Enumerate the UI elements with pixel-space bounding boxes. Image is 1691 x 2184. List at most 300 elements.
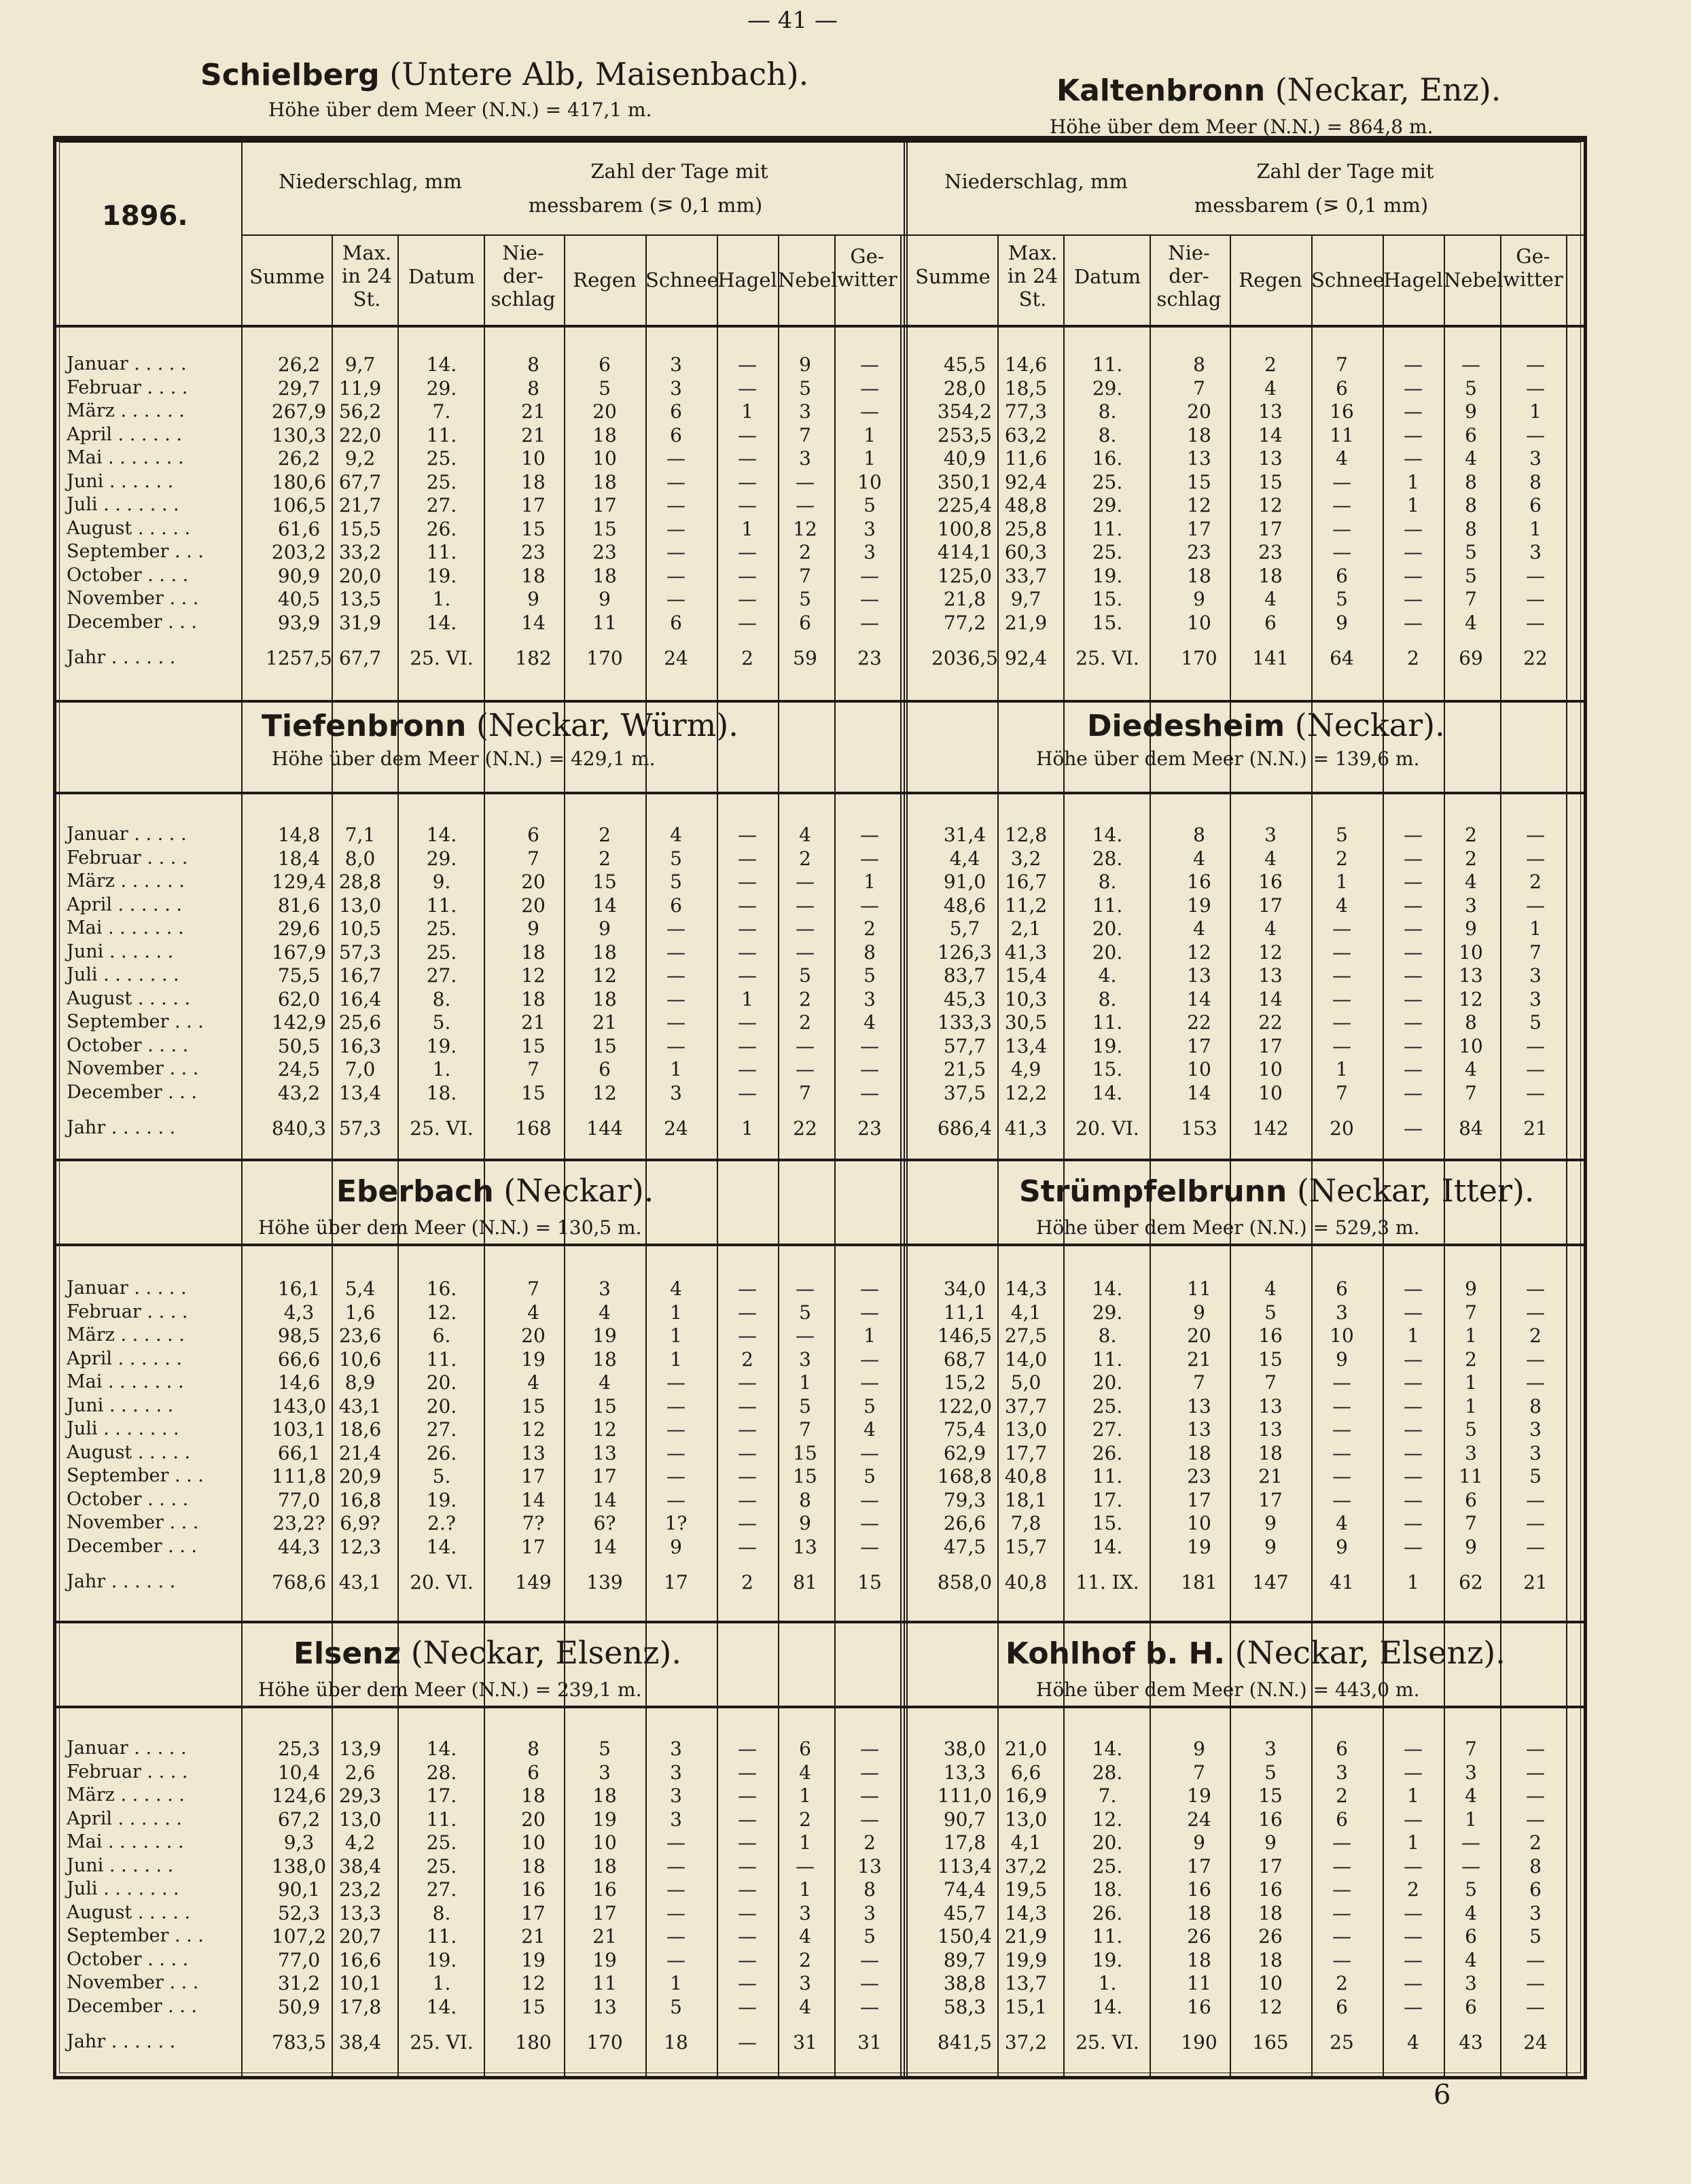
table-cell: — xyxy=(738,1901,757,1924)
table-cell: — xyxy=(1404,1278,1423,1300)
table-cell: 5. xyxy=(432,1465,451,1487)
table-cell: 5,4 xyxy=(344,1278,376,1300)
table-cell: 267,9 xyxy=(271,400,327,423)
table-cell: 10 xyxy=(1187,1058,1211,1080)
table-cell: 3 xyxy=(799,400,811,423)
table-cell: 84 xyxy=(1459,1117,1483,1140)
table-cell: 7 xyxy=(527,1278,539,1300)
table-cell: 50,5 xyxy=(277,1034,321,1057)
table-cell: 4,1 xyxy=(1010,1831,1042,1854)
table-cell: — xyxy=(860,1784,879,1807)
table-cell: — xyxy=(860,1278,879,1300)
table-cell: 14,6 xyxy=(277,1371,321,1394)
table-cell: 19. xyxy=(1092,1034,1123,1057)
table-cell: 1 xyxy=(799,1784,811,1807)
table-cell: 3 xyxy=(1529,964,1542,987)
table-cell: 11 xyxy=(1187,1972,1211,1994)
table-cell: 9 xyxy=(599,588,611,610)
row-label: Juni . . . . . . xyxy=(67,940,174,962)
table-cell: — xyxy=(738,1808,757,1831)
table-cell: — xyxy=(1404,1371,1423,1394)
table-cell: 6 xyxy=(527,1761,539,1784)
table-cell: 14. xyxy=(1092,1995,1123,2018)
table-cell: — xyxy=(738,470,757,493)
row-label: Januar . . . . . xyxy=(67,824,187,845)
table-cell: — xyxy=(860,1301,879,1324)
table-cell: 9 xyxy=(1465,1535,1477,1558)
table-cell: 5 xyxy=(864,494,876,516)
table-cell: — xyxy=(1526,1738,1545,1760)
table-cell: — xyxy=(738,1995,757,2018)
table-cell: 5 xyxy=(864,1394,876,1417)
table-cell: 1 xyxy=(670,1058,682,1080)
table-cell: — xyxy=(1404,588,1423,610)
table-cell: 6 xyxy=(1336,1738,1348,1760)
header-nieder-schlag-R: Nie- der- schlag xyxy=(1156,241,1222,311)
table-cell: 2 xyxy=(1264,353,1277,376)
table-cell: 18 xyxy=(592,564,617,587)
table-cell: — xyxy=(738,1488,757,1511)
table-cell: — xyxy=(666,1034,686,1057)
table-cell: 1 xyxy=(1465,1371,1477,1394)
row-label: December . . . xyxy=(67,611,197,633)
table-cell: 10,3 xyxy=(1004,987,1048,1010)
table-cell: 13,3 xyxy=(338,1901,382,1924)
table-cell: — xyxy=(796,494,815,516)
table-cell: 6 xyxy=(599,353,611,376)
table-cell: 16,1 xyxy=(277,1278,321,1300)
table-cell: 3 xyxy=(599,1278,611,1300)
table-cell: 144 xyxy=(586,1117,623,1140)
table-cell: 38,8 xyxy=(943,1972,986,1994)
table-cell: 13,4 xyxy=(1004,1034,1048,1057)
table-cell: 37,2 xyxy=(1004,2031,1048,2054)
table-cell: 5 xyxy=(670,847,682,870)
table-cell: — xyxy=(1526,564,1545,587)
table-cell: 3 xyxy=(670,376,682,400)
header-zahl-der-tage-R: Zahl der Tage mit xyxy=(1256,160,1434,183)
table-cell: 12 xyxy=(1187,494,1211,516)
header-schnee-L: Schnee xyxy=(645,268,719,292)
table-cell: 2 xyxy=(1336,847,1348,870)
table-cell: 12 xyxy=(1258,494,1283,516)
table-cell: 9,3 xyxy=(283,1831,315,1854)
table-cell: 2 xyxy=(799,1011,811,1034)
table-cell: 18. xyxy=(1092,1878,1123,1901)
table-cell: 1 xyxy=(1529,400,1542,423)
table-cell: 15. xyxy=(1092,611,1123,634)
table-cell: 23,2 xyxy=(338,1878,382,1901)
table-cell: 25. xyxy=(426,470,457,493)
table-cell: 10 xyxy=(1187,611,1211,634)
table-cell: — xyxy=(1526,1278,1545,1300)
table-cell: 14 xyxy=(521,1488,546,1511)
table-cell: 2.? xyxy=(427,1512,456,1534)
table-cell: 20 xyxy=(521,1808,546,1831)
table-cell: 81 xyxy=(793,1571,817,1593)
table-cell: — xyxy=(860,353,879,376)
table-cell: 26. xyxy=(426,1441,457,1464)
table-cell: 4 xyxy=(1465,870,1477,893)
table-cell: 6. xyxy=(432,1324,451,1347)
table-cell: 22 xyxy=(1187,1011,1211,1034)
table-cell: — xyxy=(738,1972,757,1994)
table-cell: — xyxy=(860,894,879,917)
table-cell: 17 xyxy=(1258,1488,1283,1511)
table-cell: 203,2 xyxy=(271,541,327,563)
table-cell: 2,6 xyxy=(344,1761,376,1784)
row-label: December . . . xyxy=(67,1081,197,1103)
table-cell: 3 xyxy=(1336,1301,1348,1324)
table-cell: 12 xyxy=(793,517,817,540)
table-cell: 5 xyxy=(1529,1011,1542,1034)
header-datum-R: Datum xyxy=(1073,265,1141,288)
table-cell: 11 xyxy=(592,1972,617,1994)
table-cell: 10 xyxy=(1258,1972,1283,1994)
table-cell: 19. xyxy=(426,1034,457,1057)
table-cell: 18,6 xyxy=(338,1418,382,1441)
table-cell: 25. VI. xyxy=(410,647,474,669)
table-cell: 126,3 xyxy=(937,940,993,964)
table-cell: 9 xyxy=(599,917,611,940)
table-cell: 1 xyxy=(1407,1324,1419,1347)
table-cell: — xyxy=(1404,1854,1423,1878)
table-cell: 6 xyxy=(670,423,682,446)
table-cell: 15 xyxy=(1258,1784,1283,1807)
table-cell: 1 xyxy=(670,1324,682,1347)
table-cell: 8 xyxy=(1465,517,1477,540)
table-cell: 3 xyxy=(1529,1901,1542,1924)
table-cell: 14 xyxy=(1258,423,1283,446)
table-cell: 840,3 xyxy=(271,1117,327,1140)
row-label: August . . . . . xyxy=(67,517,191,539)
table-cell: — xyxy=(1332,517,1351,540)
table-cell: 768,6 xyxy=(271,1571,327,1593)
table-cell: 7 xyxy=(1336,1081,1348,1104)
table-cell: 3 xyxy=(1264,824,1277,846)
table-cell: 7 xyxy=(1193,1761,1205,1784)
table-cell: 14 xyxy=(1187,987,1211,1010)
table-cell: 18 xyxy=(592,423,617,446)
table-cell: 10 xyxy=(592,1831,617,1854)
table-cell: 18 xyxy=(592,940,617,964)
table-cell: 16 xyxy=(1258,1808,1283,1831)
header-messbarem-L: messbarem (⋝ 0,1 mm) xyxy=(528,194,763,217)
table-cell: — xyxy=(666,917,686,940)
table-cell: 28. xyxy=(1092,1761,1123,1784)
station-region: (Neckar, Würm). xyxy=(466,707,738,743)
row-label: August . . . . . xyxy=(67,987,191,1009)
table-cell: 9 xyxy=(1465,917,1477,940)
table-cell: 21,0 xyxy=(1004,1738,1048,1760)
table-cell: 64 xyxy=(1330,647,1354,669)
row-label: November . . . xyxy=(67,588,199,609)
table-cell: — xyxy=(738,1465,757,1487)
table-cell: — xyxy=(666,1488,686,1511)
table-cell: 18 xyxy=(1187,1441,1211,1464)
table-cell: 57,3 xyxy=(338,1117,382,1140)
table-cell: 5 xyxy=(1465,541,1477,563)
table-cell: 10,4 xyxy=(277,1761,321,1784)
row-label: Februar . . . . xyxy=(67,1301,188,1322)
table-cell: 9 xyxy=(1336,1348,1348,1371)
table-cell: 12,8 xyxy=(1004,824,1048,846)
table-cell: 1 xyxy=(1407,494,1419,516)
table-cell: 1 xyxy=(799,1371,811,1394)
table-cell: — xyxy=(1404,400,1423,423)
table-cell: 25. xyxy=(426,1831,457,1854)
table-cell: 3 xyxy=(1465,1972,1477,1994)
table-cell: — xyxy=(738,541,757,563)
table-cell: — xyxy=(860,1058,879,1080)
station-region: (Neckar, Elsenz). xyxy=(401,1634,681,1671)
table-cell: 27. xyxy=(426,1878,457,1901)
table-cell: 21,8 xyxy=(943,588,986,610)
table-cell: 58,3 xyxy=(943,1995,986,2018)
table-cell: 21,7 xyxy=(338,494,382,516)
station-height: Höhe über dem Meer (N.N.) = 417,1 m. xyxy=(268,99,652,121)
header-summe-R: Summe xyxy=(915,265,991,288)
table-cell: — xyxy=(1526,1348,1545,1371)
table-cell: 12 xyxy=(521,1972,546,1994)
table-cell: 3 xyxy=(1336,1761,1348,1784)
table-cell: 11. xyxy=(426,423,457,446)
table-cell: — xyxy=(1526,847,1545,870)
table-cell: 16 xyxy=(1330,400,1354,423)
table-cell: — xyxy=(1332,1034,1351,1057)
table-cell: 8 xyxy=(1465,470,1477,493)
table-cell: 5,0 xyxy=(1010,1371,1042,1394)
table-cell: 1. xyxy=(432,1972,451,1994)
table-cell: — xyxy=(1404,1081,1423,1104)
row-label: Mai . . . . . . . xyxy=(67,917,184,938)
table-cell: — xyxy=(738,1441,757,1464)
table-cell: 8 xyxy=(527,376,539,400)
table-cell: 13 xyxy=(1459,964,1483,987)
table-cell: 18 xyxy=(521,1854,546,1878)
table-cell: — xyxy=(860,1488,879,1511)
table-cell: 168 xyxy=(515,1117,552,1140)
table-cell: 69 xyxy=(1459,647,1483,669)
station-height: Höhe über dem Meer (N.N.) = 443,0 m. xyxy=(1036,1678,1420,1701)
table-cell: 5 xyxy=(799,588,811,610)
table-cell: 19. xyxy=(1092,1948,1123,1971)
table-cell: 1. xyxy=(432,588,451,610)
table-cell: 150,4 xyxy=(937,1925,993,1948)
table-cell: 107,2 xyxy=(271,1925,327,1948)
table-cell: — xyxy=(860,847,879,870)
table-cell: — xyxy=(1404,964,1423,987)
table-cell: 3 xyxy=(670,1784,682,1807)
station-height: Höhe über dem Meer (N.N.) = 529,3 m. xyxy=(1036,1216,1420,1239)
header-datum-L: Datum xyxy=(408,265,476,288)
table-cell: — xyxy=(796,940,815,964)
table-cell: 3 xyxy=(1529,447,1542,470)
table-cell: 14. xyxy=(426,1535,457,1558)
table-cell: — xyxy=(1404,376,1423,400)
table-cell: 3 xyxy=(799,1901,811,1924)
table-cell: 6 xyxy=(670,400,682,423)
table-cell: 19 xyxy=(592,1808,617,1831)
table-cell: 1. xyxy=(1098,1972,1117,1994)
row-label: Mai . . . . . . . xyxy=(67,1371,184,1392)
table-cell: 28. xyxy=(1092,847,1123,870)
table-cell: 7 xyxy=(1193,1371,1205,1394)
table-cell: 14. xyxy=(426,824,457,846)
table-cell: 17 xyxy=(1187,517,1211,540)
table-cell: 6 xyxy=(1336,1278,1348,1300)
table-cell: 21 xyxy=(1258,1465,1283,1487)
table-cell: 4 xyxy=(1465,447,1477,470)
station-region: (Neckar). xyxy=(493,1172,654,1209)
table-cell: — xyxy=(1404,1808,1423,1831)
table-cell: 4 xyxy=(670,1278,682,1300)
table-cell: 225,4 xyxy=(937,494,993,516)
table-cell: — xyxy=(860,1081,879,1104)
table-cell: 111,8 xyxy=(271,1465,327,1487)
table-cell: 14. xyxy=(1092,1535,1123,1558)
table-cell: 4 xyxy=(799,1925,811,1948)
table-cell: 56,2 xyxy=(338,400,382,423)
table-cell: 25. xyxy=(1092,1854,1123,1878)
table-cell: — xyxy=(1526,611,1545,634)
table-cell: — xyxy=(1404,987,1423,1010)
table-cell: 77,0 xyxy=(277,1948,321,1971)
table-cell: 29. xyxy=(1092,376,1123,400)
table-cell: 7 xyxy=(527,1058,539,1080)
table-cell: 11 xyxy=(1459,1465,1483,1487)
table-cell: — xyxy=(666,1948,686,1971)
table-cell: 6 xyxy=(1465,1925,1477,1948)
table-cell: 11. xyxy=(426,541,457,563)
table-cell: 14. xyxy=(426,353,457,376)
table-cell: 12 xyxy=(521,1418,546,1441)
table-cell: 1 xyxy=(864,447,876,470)
row-label: September . . . xyxy=(67,1925,204,1946)
table-cell: — xyxy=(738,1324,757,1347)
table-cell: 4 xyxy=(1336,1512,1348,1534)
table-cell: 38,4 xyxy=(338,1854,382,1878)
table-cell: 6 xyxy=(1336,1808,1348,1831)
table-cell: — xyxy=(1404,1011,1423,1034)
table-cell: 48,8 xyxy=(1004,494,1048,516)
table-cell: 18 xyxy=(1187,564,1211,587)
table-cell: — xyxy=(666,588,686,610)
table-cell: 67,2 xyxy=(277,1808,321,1831)
table-cell: — xyxy=(666,494,686,516)
table-cell: 6 xyxy=(527,824,539,846)
page-number: — 41 — xyxy=(747,7,838,34)
table-cell: 16,8 xyxy=(338,1488,382,1511)
table-cell: 20 xyxy=(1330,1117,1354,1140)
table-cell: 19. xyxy=(426,1488,457,1511)
station-region: (Untere Alb, Maisenbach). xyxy=(379,56,809,92)
table-cell: 18 xyxy=(1258,1901,1283,1924)
table-cell: — xyxy=(860,611,879,634)
table-cell: — xyxy=(860,1972,879,1994)
table-cell: 41,3 xyxy=(1004,940,1048,964)
table-cell: — xyxy=(666,1854,686,1878)
table-cell: 143,0 xyxy=(271,1394,327,1417)
table-cell: 16,4 xyxy=(338,987,382,1010)
table-cell: 61,6 xyxy=(277,517,321,540)
table-cell: 66,1 xyxy=(277,1441,321,1464)
table-cell: 253,5 xyxy=(937,423,993,446)
table-cell: — xyxy=(860,1441,879,1464)
table-cell: 3 xyxy=(864,987,876,1010)
table-cell: 17 xyxy=(1258,1034,1283,1057)
table-cell: — xyxy=(666,1465,686,1487)
table-cell: 13 xyxy=(592,1995,617,2018)
table-cell: 50,9 xyxy=(277,1995,321,2018)
station-height: Höhe über dem Meer (N.N.) = 239,1 m. xyxy=(258,1678,642,1701)
table-cell: — xyxy=(1526,1995,1545,2018)
table-cell: — xyxy=(1404,517,1423,540)
table-cell: — xyxy=(1404,541,1423,563)
table-cell: 14,8 xyxy=(277,824,321,846)
table-cell: 7 xyxy=(1529,940,1542,964)
table-cell: 8 xyxy=(864,1878,876,1901)
table-cell: 17 xyxy=(592,1901,617,1924)
table-cell: 8. xyxy=(432,987,451,1010)
table-cell: — xyxy=(738,1011,757,1034)
table-cell: — xyxy=(1332,987,1351,1010)
table-cell: 31,2 xyxy=(277,1972,321,1994)
table-cell: 10 xyxy=(1330,1324,1354,1347)
table-cell: 22 xyxy=(793,1117,817,1140)
table-cell: 4 xyxy=(1465,1901,1477,1924)
table-cell: — xyxy=(1526,1371,1545,1394)
table-cell: 1 xyxy=(741,400,753,423)
row-label: März . . . . . . xyxy=(67,1324,185,1345)
table-cell: 20. VI. xyxy=(410,1571,474,1593)
table-cell: 20. VI. xyxy=(1075,1117,1139,1140)
table-cell: 130,3 xyxy=(271,423,327,446)
table-cell: 98,5 xyxy=(277,1324,321,1347)
table-cell: 2 xyxy=(741,1348,753,1371)
table-cell: 9 xyxy=(1336,1535,1348,1558)
table-cell: 8 xyxy=(1465,494,1477,516)
table-cell: 20,0 xyxy=(338,564,382,587)
table-cell: — xyxy=(860,588,879,610)
table-cell: 11 xyxy=(592,611,617,634)
table-cell: 23,6 xyxy=(338,1324,382,1347)
header-hagel-L: Hagel xyxy=(717,268,777,292)
table-cell: — xyxy=(1404,353,1423,376)
table-cell: 2 xyxy=(799,1808,811,1831)
station-title xyxy=(200,56,808,92)
table-cell: 9 xyxy=(670,1535,682,1558)
table-cell: — xyxy=(738,1738,757,1760)
table-cell: 83,7 xyxy=(943,964,986,987)
table-cell: 7,8 xyxy=(1010,1512,1042,1534)
table-cell: 19 xyxy=(1187,1535,1211,1558)
table-cell: 9 xyxy=(1264,1535,1277,1558)
table-cell: — xyxy=(1332,1831,1351,1854)
table-cell: 3 xyxy=(1529,541,1542,563)
row-label: März . . . . . . xyxy=(67,870,185,892)
table-cell: 5 xyxy=(1336,588,1348,610)
table-cell: 59 xyxy=(793,647,817,669)
table-cell: 9 xyxy=(799,1512,811,1534)
station-name: Tiefenbronn xyxy=(262,709,467,743)
table-cell: — xyxy=(1332,1371,1351,1394)
row-label: April . . . . . . xyxy=(67,1808,182,1829)
table-cell: 45,7 xyxy=(943,1901,986,1924)
table-cell: — xyxy=(1526,376,1545,400)
table-cell: 45,3 xyxy=(943,987,986,1010)
table-cell: 75,4 xyxy=(943,1418,986,1441)
